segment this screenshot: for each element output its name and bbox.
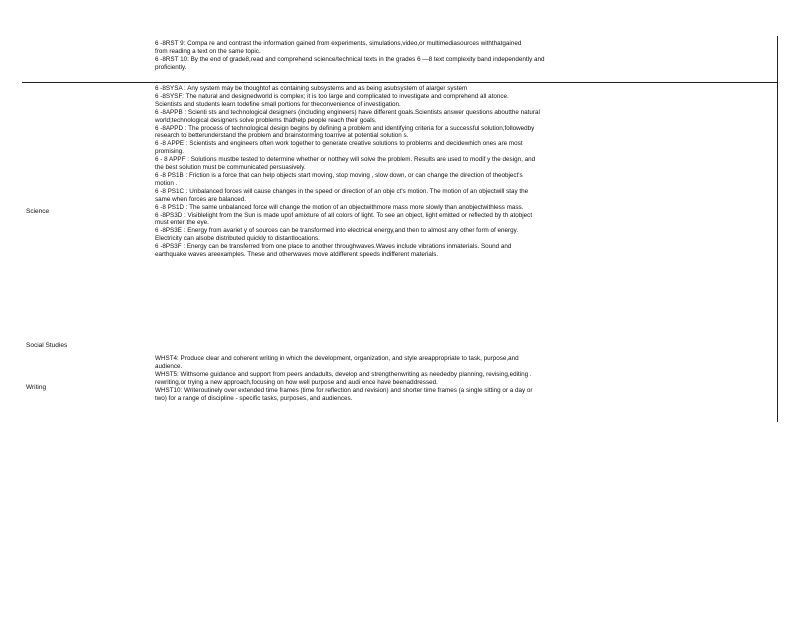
science-standard-line: world;technological designers solve problems thathelp people reach their goals. <box>155 116 377 124</box>
science-standard-line: Scientists and students learn todefine small portions for theconvenience of investigation. <box>155 100 401 108</box>
science-standard-line: promising. <box>155 148 185 156</box>
table-right-border <box>777 36 778 422</box>
science-standard-line: 6 -8PS3E : Energy from avariet y of sources can be transformed into electrical energy,and then to almost any other form of energy. <box>155 227 519 235</box>
standard-text-line: 6 -8RST 10: By the end of grade8,read and comprehend science/technical texts in the grades 6 —8 text complexity band independently and <box>155 55 545 63</box>
science-standard-line: 6 -8 PS1B : Friction is a force that can help objects start moving, stop moving , slow down, or can change the direction of theobject's <box>155 171 523 179</box>
science-standard-line: earthquake waves areexamples. These and otherwaves move atdifferent speeds indifferent materials. <box>155 251 439 259</box>
science-standard-line: 6 -8SYSF: The natural and designedworld is complex; it is too large and complicated to investigate and comprehend all atonce. <box>155 92 509 100</box>
science-standard-line: 6 - 8 APPF : Solutions mustbe tested to determine whether or notthey will solve the problem. Results are used to modif y the design, and <box>155 156 536 164</box>
science-standard-line: research to betterunderstand the problem and brainstorming toarrive at potential solution s. <box>155 132 409 140</box>
writing-standard-line: audience. <box>155 362 183 370</box>
subject-writing-label: Writing <box>26 384 47 391</box>
writing-standard-line: rewriting,or trying a new approach,focusing on how well purpose and audi ence have beenaddressed. <box>155 378 438 386</box>
standard-text-line: 6 -8RST 9: Compa re and contrast the information gained from experiments, simulations,video,or multimediasources withthatgained <box>155 40 522 47</box>
standard-text-line: from reading a text on the same topic. <box>155 47 261 55</box>
science-standard-line: 6 -8APPB : Scienti sts and technological designers (including engineers) have different goals.Scientists answer questions aboutthe natural <box>155 108 540 116</box>
subject-social-studies-label: Social Studies <box>26 342 68 349</box>
science-standard-line: 6 -8 PS1C : Unbalanced forces will cause changes in the speed or direction of an obje ct's motion. The motion of an objectwill stay the <box>155 187 529 195</box>
standard-text-line: proficiently. <box>155 63 187 71</box>
writing-standard-line: WHST5: Withsome guidance and support from peers andadults, develop and strengthenwriting as neededby planning, revising,editing . <box>155 370 532 378</box>
science-standard-line: 6 -8PS3F : Energy can be transferred from one place to another throughwaves.Waves include vibrations inmaterials. Sound and <box>155 243 512 251</box>
science-standard-line: same when forces are balanced. <box>155 195 247 203</box>
reading-standards-block <box>155 40 775 72</box>
writing-standard-line: two) for a range of discipline - specific tasks, purposes, and audiences. <box>155 394 353 402</box>
writing-standard-line: WHST10: Writeroutinely over extended time frames (time for reflection and revision) and shorter time frames (a single sitting or a day or <box>155 386 533 394</box>
science-standard-line: 6 -8APPD : The process of technological design begins by defining a problem and identifying criteria for a successful solution,followedby <box>155 124 535 132</box>
science-standard-line: motion . <box>155 179 178 187</box>
row-divider <box>22 82 778 83</box>
science-standard-line: 6 -8 PS1D : The same unbalanced force will change the motion of an objectwithmore mass more slowly than anobjectwithless mass. <box>155 203 524 211</box>
science-standard-line: the best solution must be communicated persuasively. <box>155 164 306 172</box>
science-standard-line: 6 -8 APPE : Scientists and engineers often work together to generate creative solutions to problems and decidewhich ones are most <box>155 140 523 148</box>
science-standard-line: 6 -8PS3D : Visiblelight from the Sun is made upof amixture of all colors of light. To see an object, light emitted or reflected by th atobject <box>155 211 533 219</box>
science-standard-line: must enter the eye. <box>155 219 209 227</box>
science-standard-line: Electricity can alsobe distributed quickly to distantlocations. <box>155 235 320 243</box>
science-standards-block <box>155 85 775 259</box>
science-standard-line: 6 -8SYSA : Any system may be thoughtof as containing subsystems and as being asubsystem of alarger system <box>155 85 468 92</box>
subject-science-label: Science <box>26 208 50 215</box>
writing-standard-line: WHST4: Produce clear and coherent writing in which the development, organization, and style areappropriate to task, purpose,and <box>155 355 519 362</box>
writing-standards-block <box>155 355 775 402</box>
